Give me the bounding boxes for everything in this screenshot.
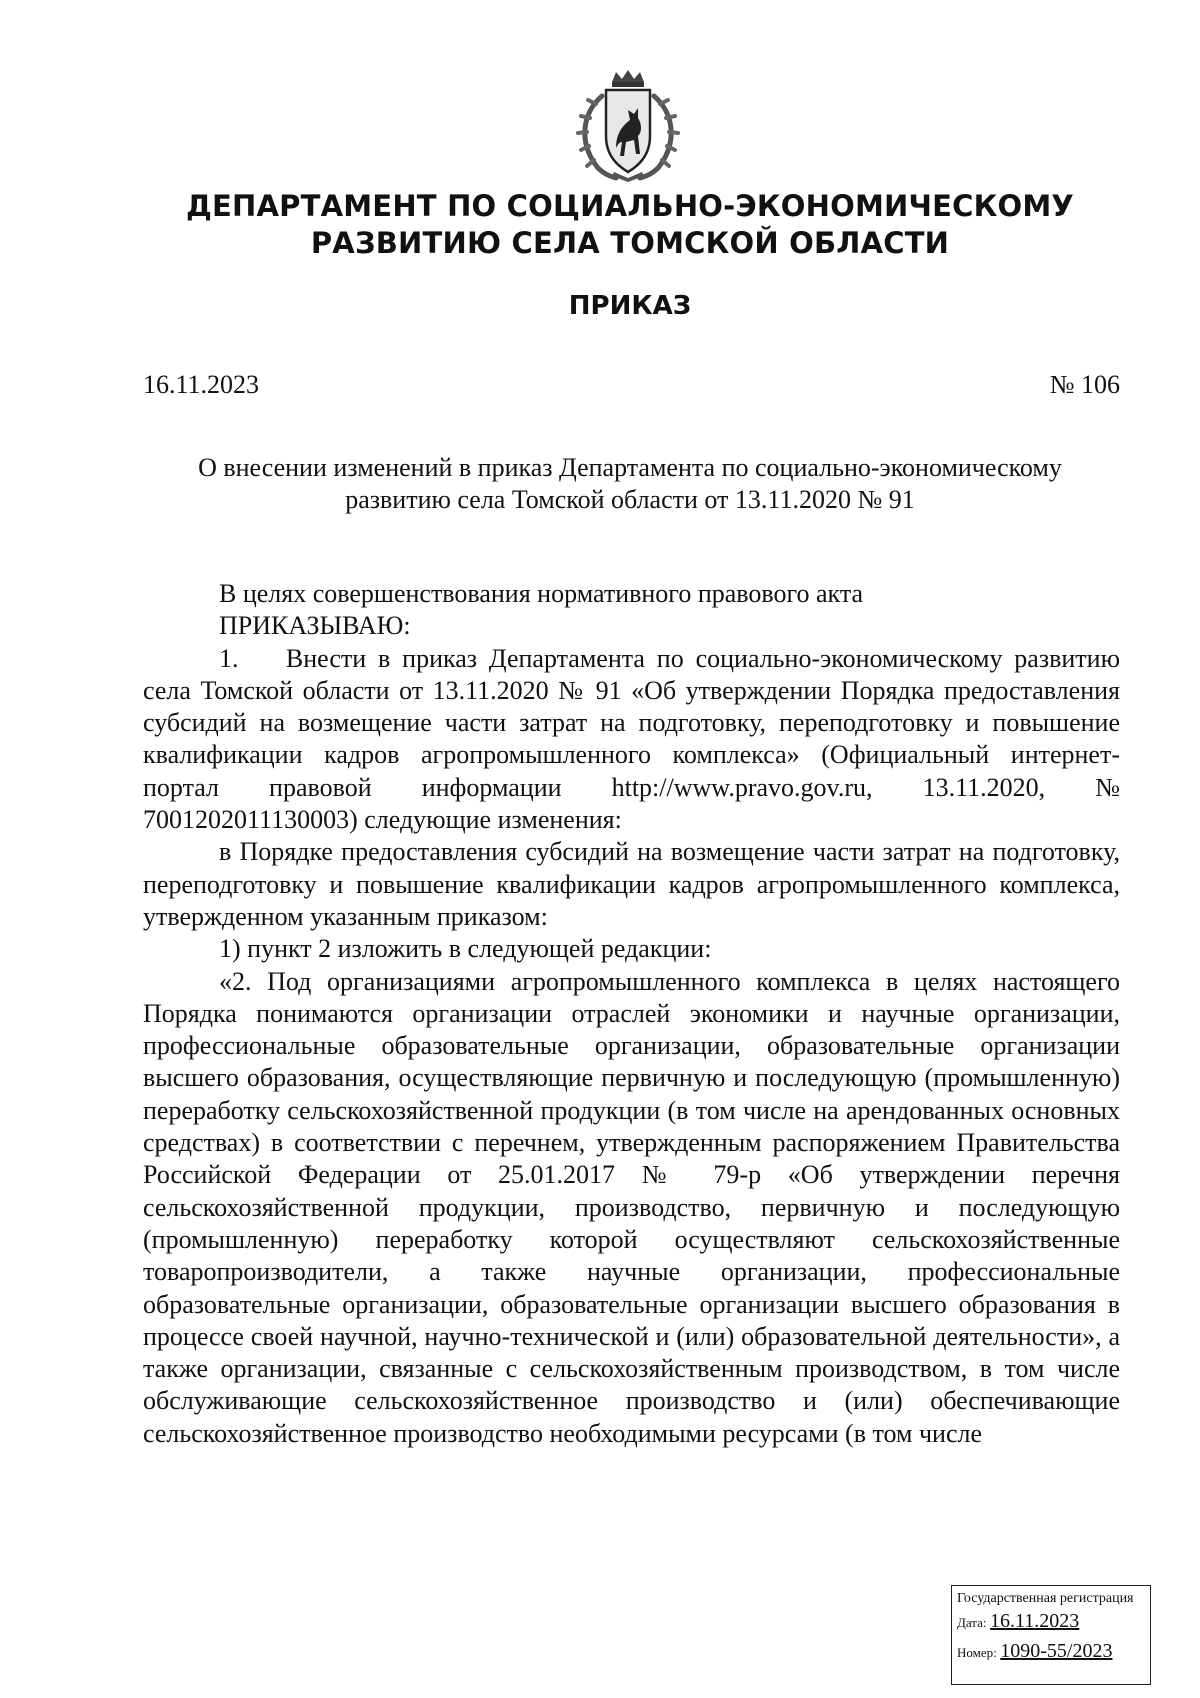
order-date: 16.11.2023	[143, 370, 260, 399]
registration-number-label: Номер:	[957, 1645, 997, 1660]
registration-number-row	[957, 1638, 1145, 1668]
body-paragraph-subitem-1: 1) пункт 2 изложить в следующей редакции:	[219, 934, 712, 964]
registration-date-row	[957, 1608, 1145, 1638]
department-title-line1: ДЕПАРТАМЕНТ ПО СОЦИАЛЬНО-ЭКОНОМИЧЕСКОМУ	[186, 189, 1074, 223]
registration-title: Государственная регистрация	[957, 1591, 1134, 1606]
order-subject-line1: О внесении изменений в приказ Департамента по социально-экономическому	[198, 453, 1062, 482]
registration-number-value: 1090-55/2023	[1000, 1640, 1113, 1662]
department-title-line2: РАЗВИТИЮ СЕЛА ТОМСКОЙ ОБЛАСТИ	[310, 226, 950, 260]
order-subject	[120, 452, 1140, 516]
registration-date-value: 16.11.2023	[990, 1610, 1080, 1632]
body-paragraph-purpose: В целях совершенствования нормативного правового акта	[219, 579, 864, 608]
order-body	[143, 578, 1120, 1450]
body-paragraph-item-1: 1. Внести в приказ Департамента по социально-экономическому развитию села Томской области от 13.11.2020 № 91 «Об утверждении Порядка предоставления субсидий на возмещение части затрат на подготовку, переподготовку и повышение квалификации кадров агропромышленного комплекса» (Официальный интернет-портал правовой информации http://www.pravo.gov.ru, 13.11.2020, № 7001202011130003) следующие изменения:	[143, 643, 1120, 835]
body-paragraph-order-word: ПРИКАЗЫВАЮ:	[219, 611, 411, 641]
registration-date-label: Дата:	[957, 1615, 987, 1630]
order-number: № 106	[1049, 370, 1120, 399]
body-paragraph-point-2: «2. Под организациями агропромышленного комплекса в целях настоящего Порядка понимаются организации отраслей экономики и научные организации, профессиональные образовательные организации, образовательные организации высшего образования, осуществляющие первичную и последующую (промышленную) переработку сельскохозяйственной продукции (в том числе на арендованных основных средствах) в соответствии с перечнем, утвержденным распоряжением Правительства Российской Федерации от 25.01.2017 № 79-р «Об утверждении перечня сельскохозяйственной продукции, производство, первичную и последующую (промышленную) переработку которой осуществляют сельскохозяйственные товаропроизводители, а также научные организации, профессиональные образовательные организации, образовательные организации высшего образования в процессе своей научной, научно-технической и (или) образовательной деятельности», а также организации, связанные с сельскохозяйственным производством, в том числе обслуживающие сельскохозяйственное производство и (или) обеспечивающие сельскохозяйственное производство необходимыми ресурсами (в том числе	[143, 966, 1120, 1448]
body-paragraph-procedure: в Порядке предоставления субсидий на возмещение части затрат на подготовку, переподготовку и повышение квалификации кадров агропромышленного комплекса, утвержденном указанным приказом:	[143, 837, 1120, 931]
department-title	[100, 188, 1160, 262]
coat-of-arms-emblem	[572, 68, 684, 186]
document-type-heading: ПРИКАЗ	[568, 291, 692, 321]
registration-stamp	[951, 1585, 1151, 1685]
order-subject-line2: развитию села Томской области от 13.11.2020 № 91	[345, 485, 915, 514]
